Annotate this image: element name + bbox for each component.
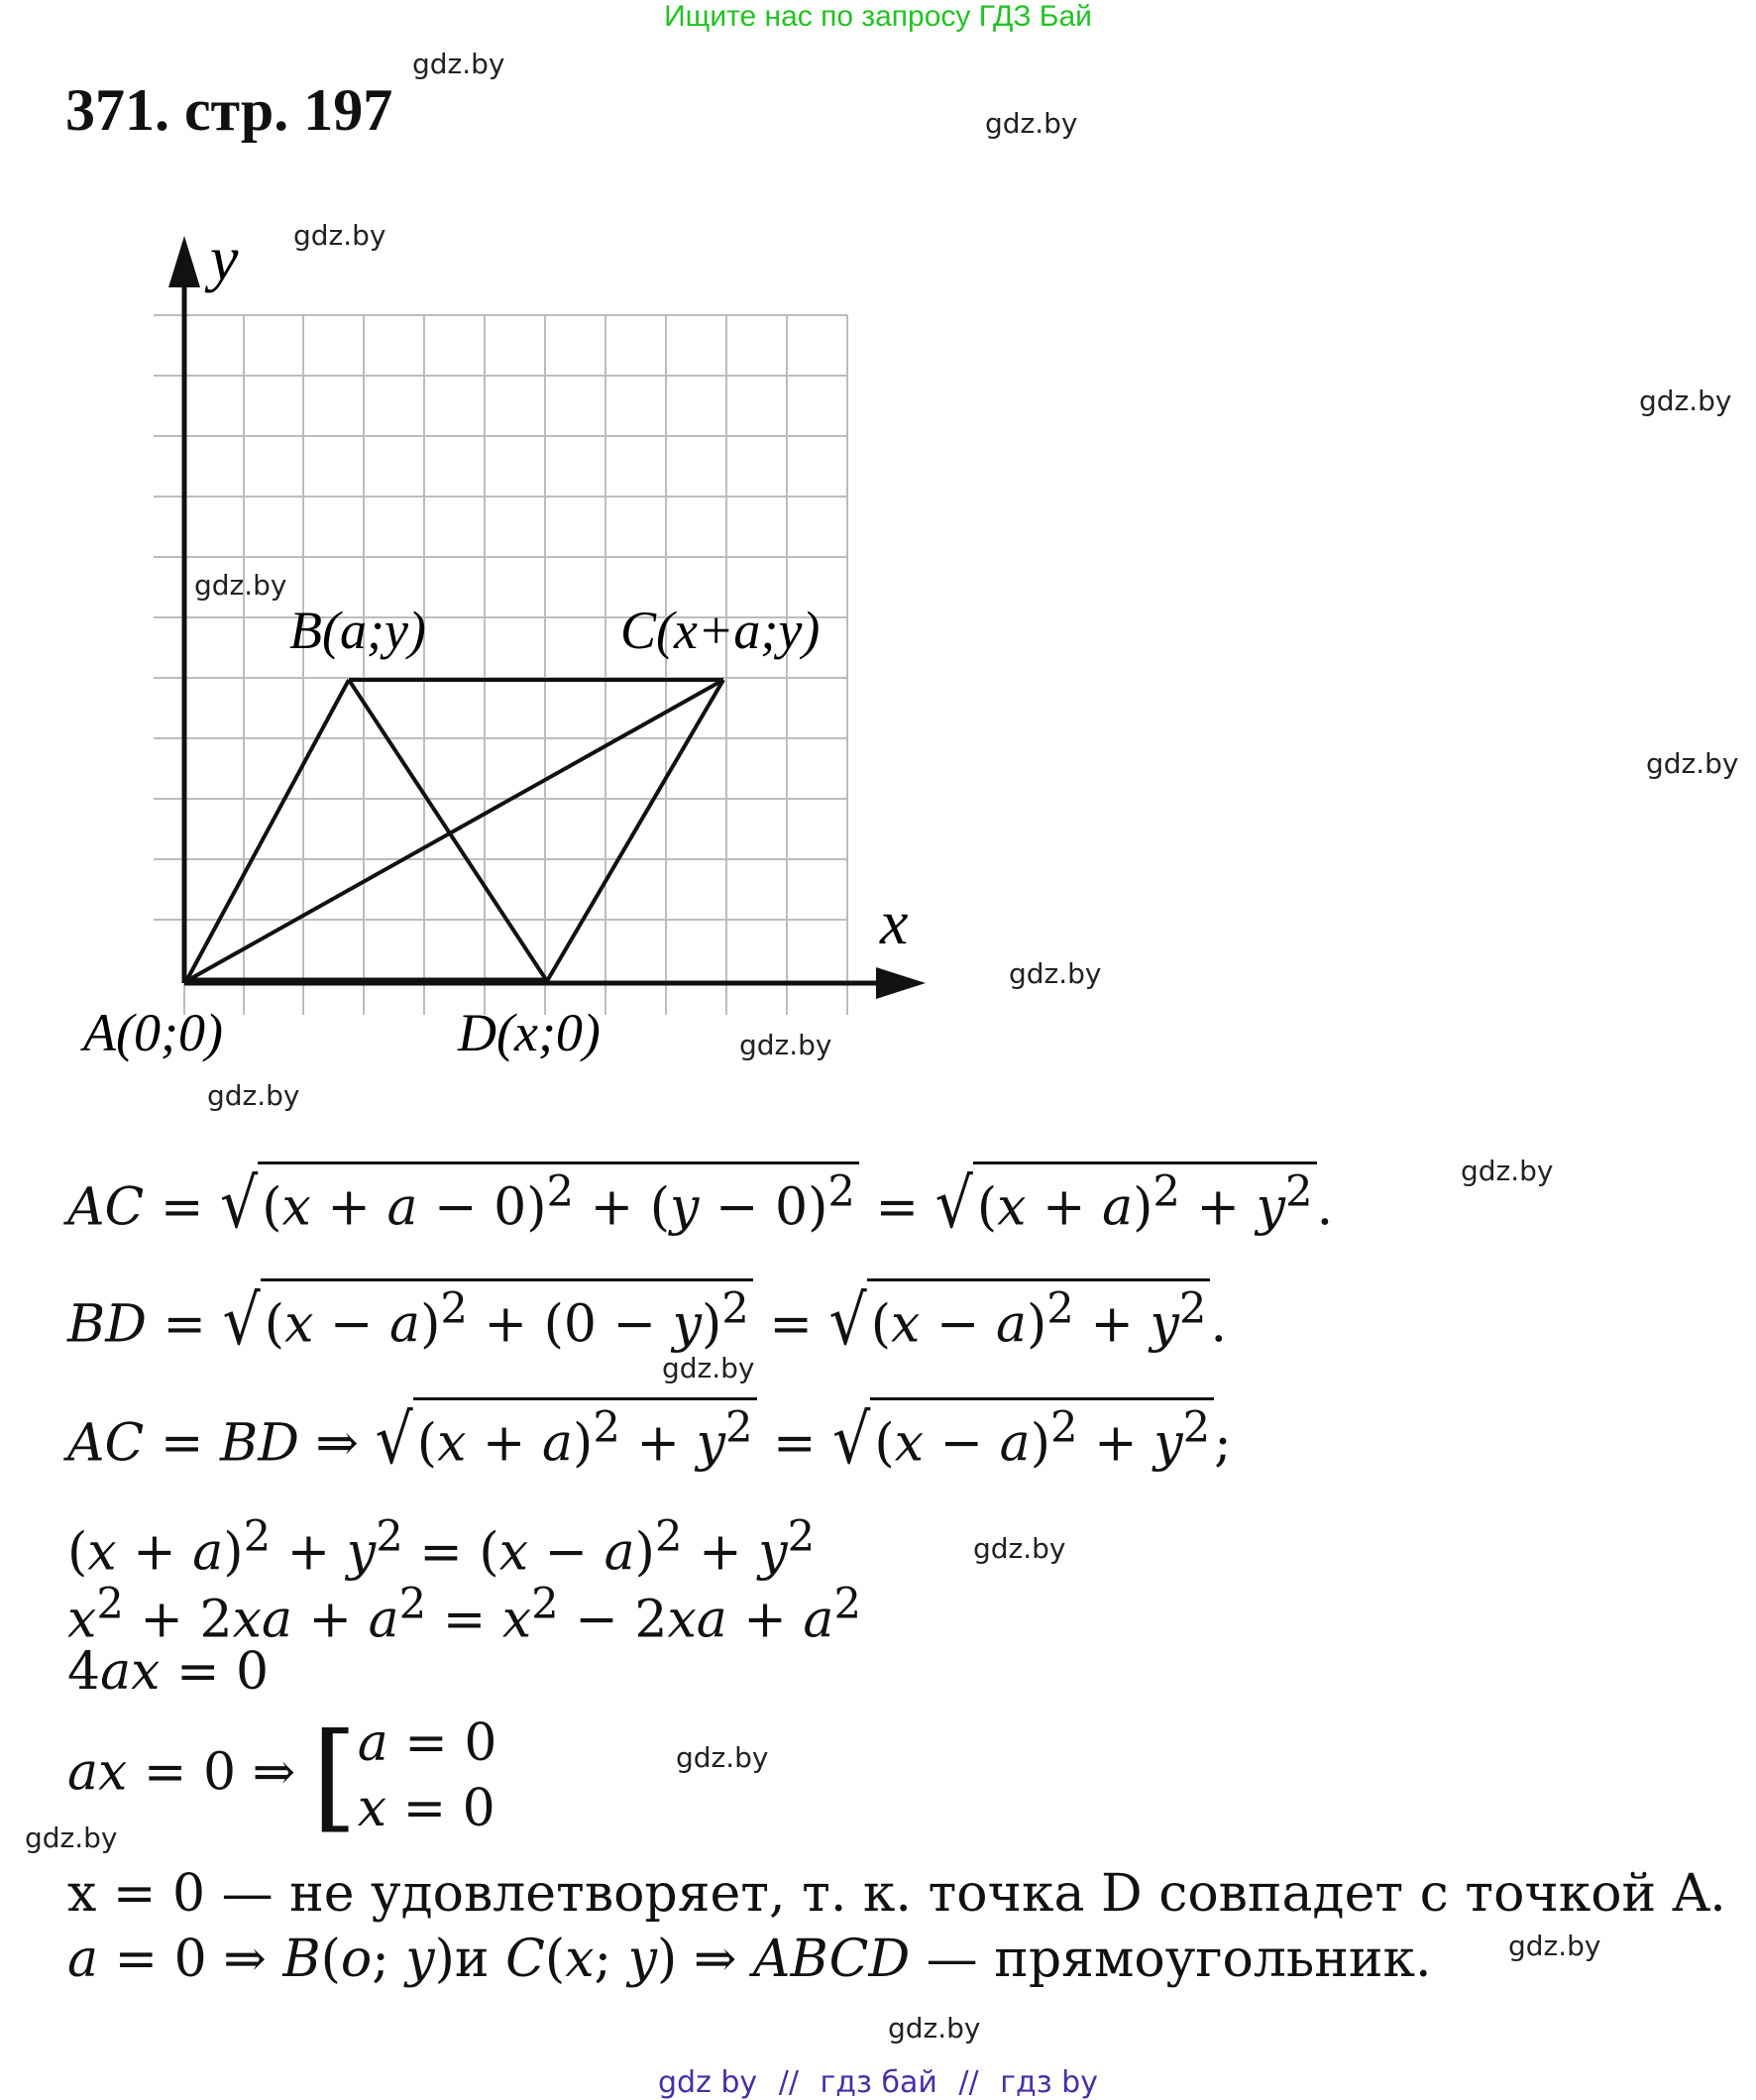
footer-links	[0, 2065, 1756, 2100]
equation-step-3: 4ax = 0	[67, 1642, 270, 1702]
footer-link-gdz-by[interactable]: gdz by	[658, 2065, 758, 2100]
watermark: gdz.by	[676, 1741, 769, 1774]
watermark: gdz.by	[973, 1532, 1066, 1565]
y-axis-arrow	[168, 236, 200, 287]
watermark: gdz.by	[1009, 957, 1102, 990]
watermark: gdz.by	[194, 569, 287, 602]
watermark: gdz.by	[207, 1079, 300, 1112]
search-banner: Ищите нас по запросу ГДЗ Бай	[664, 0, 1092, 33]
conclusion-line-1: x = 0 — не удовлетворяет, т. к. точка D совпадет с точкой A.	[67, 1864, 1726, 1924]
point-label-b: B(a;y)	[289, 601, 426, 660]
watermark: gdz.by	[1639, 385, 1732, 417]
footer-link-gdz-by-cyr[interactable]: гдз by	[1000, 2065, 1098, 2100]
watermark: gdz.by	[25, 1822, 118, 1854]
page-title: 371. стр. 197	[65, 77, 393, 143]
footer-separator: //	[778, 2065, 799, 2100]
conclusion-line-2-text: — прямоугольник.	[926, 1930, 1432, 1989]
watermark: gdz.by	[888, 2012, 981, 2045]
footer-separator: //	[958, 2065, 979, 2100]
x-axis-arrow	[876, 967, 926, 999]
watermark: gdz.by	[293, 219, 386, 252]
watermark: gdz.by	[1646, 747, 1739, 780]
x-axis-label: x	[880, 887, 909, 957]
formula-bd: BD = $√(x - a)^2 + (0 - y)^2 = √(x - a)^2 + y^2$.	[67, 1278, 1227, 1355]
conclusion-line-2: a = 0 ⇒ B(o; y)и C(x; y) ⇒ ABCD — прямоугольник.	[67, 1930, 1432, 1989]
y-axis-label: y	[210, 223, 239, 293]
watermark: gdz.by	[1461, 1155, 1554, 1187]
figure-lines	[186, 680, 723, 981]
point-label-a: A(0;0)	[83, 1003, 223, 1062]
equation-step-2: $x^2 + 2xa + a^2 = x^2 - 2xa + a^2$	[67, 1580, 862, 1650]
equation-step-4: ax = 0 ⇒ [a = 0 x = 0	[67, 1708, 497, 1844]
watermark: gdz.by	[662, 1352, 755, 1384]
point-label-d: D(x;0)	[458, 1003, 601, 1062]
footer-link-gdz-bai[interactable]: гдз бай	[820, 2065, 937, 2100]
watermark: gdz.by	[985, 107, 1078, 140]
watermark: gdz.by	[412, 48, 505, 80]
watermark: gdz.by	[1508, 1930, 1601, 1962]
equation-step-1: $(x + a)^2 + y^2 = (x - a)^2 + y^2$	[67, 1512, 816, 1583]
point-label-c: C(x+a;y)	[620, 601, 821, 660]
formula-ac: AC = $√(x + a - 0)^2 + (y - 0)^2 = √(x + a)^2 + y^2$.	[67, 1161, 1333, 1238]
watermark: gdz.by	[739, 1029, 832, 1061]
formula-ac-eq-bd: AC = BD ⇒ $√(x + a)^2 + y^2 = √(x - a)^2 + y^2$;	[67, 1397, 1232, 1474]
